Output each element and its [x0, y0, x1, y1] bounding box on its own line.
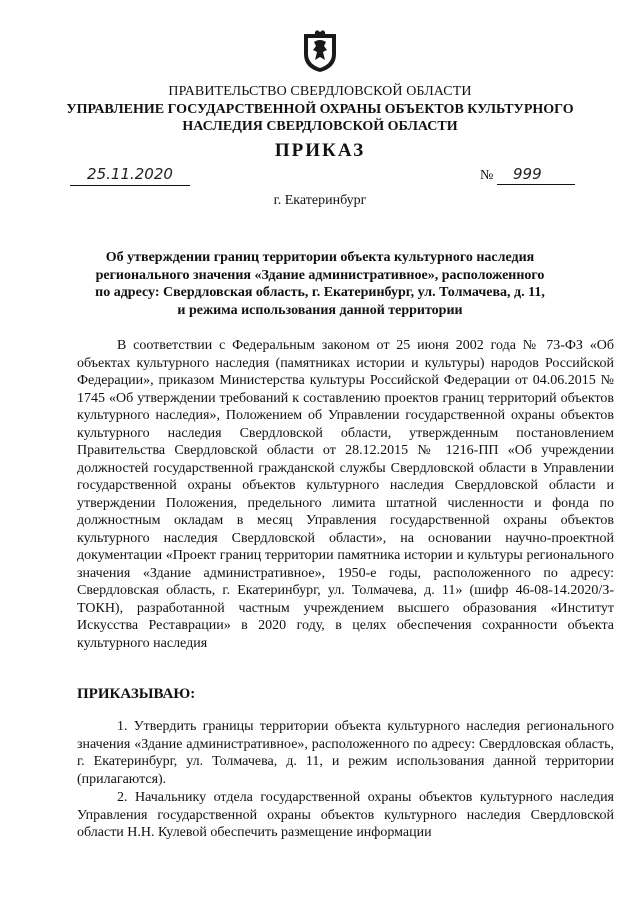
preamble-paragraph: В соответствии с Федеральным законом от 25 июня 2002 года № 73-ФЗ «Об объектах культурного наследия (памятниках истории и культуры) народов Российской Федерации», приказом Министерства культуры Российской Федерации от 04.06.2015 № 1745 «Об утверждении требований к составлению проектов границ территорий объектов культурного наследия», Положением об Управлении государственной охраны объектов культурного наследия Свердловской области, утвержденным постановлением Правительства Свердловской области от 28.12.2015 № 1216-ПП «Об учреждении должностей государственной гражданской службы Свердловской области в Управлении государственной охраны объектов культурного наследия Свердловской области и утверждении Положения, предельного лимита штатной численности и фонда по должностным окладам в месяц Управления государственной охраны объектов культурного наследия Свердловской области», на основании научно-проектной документации «Проект границ территории памятника истории и культуры регионального значения «Здание административное», 1950-е годы, расположенного по адресу: Свердловская область, г. Екатеринбург, ул. Толмачева, д. 11» (шифр 46-08-14.2020/З-ТОКН), разработанной частным учреждением высшего образования «Институт Искусства Реставрации» в 2020 году, в целях обеспечения сохранности объекта культурного наследия [77, 338, 614, 651]
order-item: 1. Утвердить границы территории объекта культурного наследия регионального значения «Здание административное», расположенного по адресу: Свердловская область, г. Екатеринбург, ул. Толмачева, д. 11, и режим использования данной территории (прилагаются). [77, 719, 614, 787]
government-name: ПРАВИТЕЛЬСТВО СВЕРДЛОВСКОЙ ОБЛАСТИ [168, 84, 472, 99]
number-label: № [480, 168, 494, 183]
order-heading: ПРИКАЗЫВАЮ: [77, 686, 196, 702]
city-line: г. Екатеринбург [273, 193, 367, 208]
handwritten-date: 25.11.2020 [70, 163, 190, 186]
order-item: 2. Начальнику отдела государственной охраны объектов культурного наследия Управления государственной охраны объектов культурного наследия Свердловской области Н.Н. Кулевой обеспечить размещение информации [77, 790, 614, 840]
handwritten-number: 999 [497, 163, 575, 185]
department-name: УПРАВЛЕНИЕ ГОСУДАРСТВЕННОЙ ОХРАНЫ ОБЪЕКТОВ КУЛЬТУРНОГО НАСЛЕДИЯ СВЕРДЛОВСКОЙ ОБЛАСТИ [66, 102, 574, 134]
document-title: Об утверждении границ территории объекта культурного наследия регионального значения «Здание административное», расположенного по адресу: Свердловская область, г. Екатеринбург, ул. Толмачева, д. 11, и режима использования данной территории [95, 250, 545, 318]
document-type: ПРИКАЗ [274, 140, 366, 161]
coat-of-arms-icon [300, 30, 340, 74]
